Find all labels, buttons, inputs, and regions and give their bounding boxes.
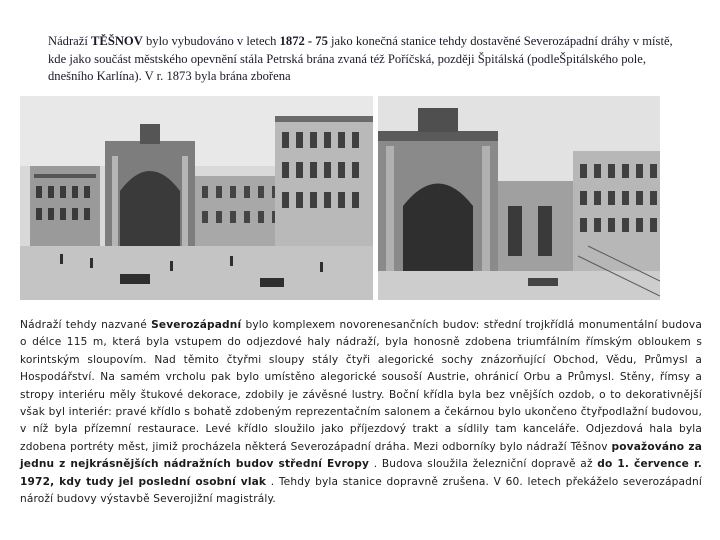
body-text-3: . Budova sloužila železniční dopravě až xyxy=(373,458,598,471)
intro-text-1: Nádraží xyxy=(48,34,88,48)
petrska-gate-photo xyxy=(378,96,660,300)
intro-text-3: jako konečná stanice tehdy dostavěné Severozápadní dráhy v místě, kde jako součást městského opevnění stála Petrská brána zvaná též Poříčská, později Špitálská (podleŠpitálského pole, dnešního Karlína). V r. 1873 byla brána zbořena xyxy=(48,34,673,84)
construction-years: 1872 - 75 xyxy=(279,34,328,48)
intro-paragraph xyxy=(48,33,678,86)
description-paragraph xyxy=(20,317,702,508)
intro-text-2: bylo vybudováno v letech xyxy=(145,34,277,48)
most-beautiful-station-bold: považováno za jednu z nejkrásnějších nádražních budov střední Evropy xyxy=(20,440,702,471)
original-name-bold: Severozápadní xyxy=(151,319,242,331)
last-train-date-bold: do 1. července r. 1972, kdy tudy jel poslední osobní vlak xyxy=(20,458,702,488)
station-engraving-image xyxy=(20,96,373,300)
body-text-2: bylo komplexem novorenesančních budov: střední trojkřídlá monumentální budova o délce 115 m, která byla vstupem do odjezdové haly nádraží, byla honosně zdobena triumfálním římským obloukem s korintským sloupovím. Nad těmito čtyřmi sloupy stály čtyři alegorické sochy znázorňující Obchod, Vědu, Průmysl a Hospodářství. Na samém vrcholu pak bylo umístěno alegorické sousoší Austrie, ohránicí Orbu a Průmysl. Stěny, římsy a stropy interiéru měly štukové dekorace, zdobily je závěsné lustry. Boční křídla byla bez vnějších ozdob, o to dekorativnější však byl interiér: pravé křídlo s bohatě zdobeným reprezentačním salonem a čekárnou bylo ukončeno čtyřpodlažní budovou, v níž byla přízemní restaurace. Levé křídlo sloužilo jako příjezdový trakt a sídlily tam kanceláře. Odjezdová hala byla zdobena portréty měst, jimiž procházela některá Severozápadní dráha. Mezi odborníky bylo nádraží Těšnov xyxy=(20,319,702,453)
body-text-1: Nádraží tehdy nazvané xyxy=(20,319,152,331)
body-text-4: . Tehdy byla stanice dopravně zrušena. V 60. letech překáželo severozápadní nároží budovy výstavbě Severojižní magistrály. xyxy=(20,475,703,506)
station-name: TĚŠNOV xyxy=(91,34,143,48)
